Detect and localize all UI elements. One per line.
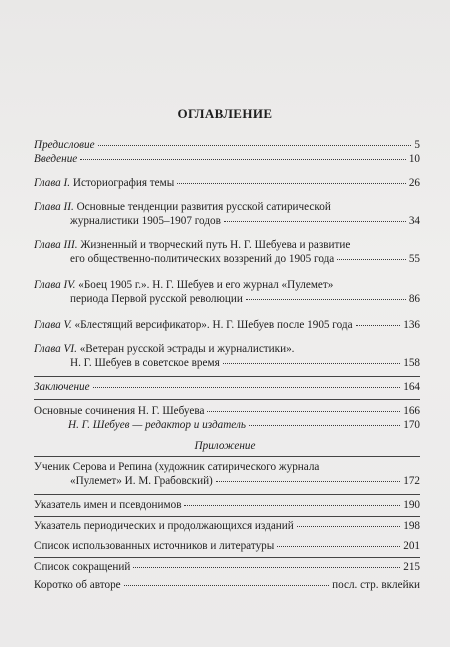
dot-leader	[277, 546, 400, 547]
toc-entry-appendix-student[interactable]	[34, 460, 420, 488]
dot-leader	[80, 159, 406, 160]
entry-label-line1: «Боец 1905 г.». Н. Г. Шебуев и его журнал «Пулемет»	[78, 279, 334, 291]
entry-page: 136	[403, 319, 420, 331]
toc-entry-name-index[interactable]	[34, 498, 420, 512]
toc-entry-chapter-2[interactable]	[34, 200, 420, 228]
entry-page: 164	[403, 381, 420, 393]
entry-label: Н. Г. Шебуев — редактор и издатель	[68, 419, 246, 431]
toc-entry-preface[interactable]	[34, 138, 420, 152]
dot-leader	[207, 411, 400, 412]
section-divider	[34, 399, 420, 400]
section-divider	[34, 557, 420, 558]
entry-page: 166	[403, 405, 420, 417]
section-divider	[34, 376, 420, 377]
entry-label: Основные сочинения Н. Г. Шебуева	[34, 405, 205, 417]
toc-entry-introduction[interactable]	[34, 152, 420, 166]
entry-label: Указатель имен и псевдонимов	[34, 499, 182, 511]
toc-entry-abbreviations[interactable]	[34, 560, 420, 574]
dot-leader	[184, 505, 400, 506]
toc-entry-periodicals-index[interactable]	[34, 519, 420, 533]
entry-label-line2: журналистики 1905–1907 годов	[70, 215, 221, 227]
entry-page: 198	[403, 520, 420, 532]
entry-page: 172	[403, 475, 420, 487]
toc-entry-chapter-1[interactable]	[34, 176, 420, 190]
toc-entry-main-works[interactable]	[34, 404, 420, 418]
toc-entry-sources[interactable]	[34, 539, 420, 553]
entry-label-line2: его общественно-политических воззрений до 1905 года	[70, 253, 335, 265]
entry-label-line1: Жизненный и творческий путь Н. Г. Шебуева и развитие	[80, 239, 351, 251]
entry-label: Заключение	[34, 381, 90, 393]
chapter-prefix: Глава II.	[34, 201, 74, 213]
entry-page: 158	[403, 357, 420, 369]
chapter-prefix: Глава VI.	[34, 343, 77, 355]
toc-entry-chapter-5[interactable]	[34, 318, 420, 332]
entry-page: 190	[403, 499, 420, 511]
dot-leader	[223, 363, 401, 364]
toc-entry-chapter-6[interactable]	[34, 342, 420, 370]
toc-entry-editor-publisher[interactable]	[34, 418, 420, 432]
entry-page: посл. стр. вклейки	[332, 579, 420, 591]
toc-entry-conclusion[interactable]	[34, 380, 420, 394]
appendix-heading: Приложение	[194, 440, 256, 452]
entry-page: 215	[403, 561, 420, 573]
entry-label-line2: периода Первой русской революции	[70, 293, 243, 305]
dot-leader	[246, 299, 406, 300]
dot-leader	[224, 221, 406, 222]
dot-leader	[93, 387, 401, 388]
dot-leader	[124, 585, 330, 586]
entry-page: 10	[408, 153, 420, 165]
entry-label: Коротко об авторе	[34, 579, 121, 591]
dot-leader	[249, 425, 400, 426]
dot-leader	[297, 526, 400, 527]
section-divider	[34, 456, 420, 457]
entry-label-line1: «Ветеран русской эстрады и журналистики».	[79, 343, 295, 355]
toc-entry-chapter-3[interactable]	[34, 238, 420, 266]
entry-page: 5	[414, 139, 420, 151]
entry-page: 34	[408, 215, 420, 227]
entry-label-line2: «Пулемет» И. М. Грабовский)	[70, 475, 213, 487]
section-divider	[34, 516, 420, 517]
entry-page: 86	[408, 293, 420, 305]
chapter-prefix: Глава III.	[34, 239, 78, 251]
entry-label: Историография темы	[72, 177, 175, 189]
entry-label: Список сокращений	[34, 561, 131, 573]
dot-leader	[356, 325, 401, 326]
dot-leader	[177, 183, 406, 184]
dot-leader	[216, 481, 400, 482]
section-divider	[34, 494, 420, 495]
entry-page: 170	[403, 419, 420, 431]
dot-leader	[98, 145, 412, 146]
entry-page: 201	[403, 540, 420, 552]
entry-label: «Блестящий версификатор». Н. Г. Шебуев после 1905 года	[74, 319, 353, 331]
entry-label: Список использованных источников и литературы	[34, 540, 275, 552]
entry-label: Указатель периодических и продолжающихся изданий	[34, 520, 294, 532]
chapter-prefix: Глава V.	[34, 319, 72, 331]
entry-page: 26	[408, 177, 420, 189]
toc-title: ОГЛАВЛЕНИЕ	[177, 106, 273, 121]
dot-leader	[337, 259, 406, 260]
entry-page: 55	[408, 253, 420, 265]
toc-entry-about-author[interactable]	[34, 578, 420, 592]
entry-label-line1: Основные тенденции развития русской сатирической	[76, 201, 331, 213]
entry-label-line2: Н. Г. Шебуев в советское время	[70, 357, 220, 369]
chapter-prefix: Глава I.	[34, 177, 71, 189]
chapter-prefix: Глава IV.	[34, 279, 76, 291]
dot-leader	[133, 567, 400, 568]
entry-label: Предисловие	[34, 139, 95, 151]
toc-entry-chapter-4[interactable]	[34, 278, 420, 306]
entry-label: Введение	[34, 153, 78, 165]
entry-label-line1: Ученик Серова и Репина (художник сатирического журнала	[34, 461, 320, 473]
